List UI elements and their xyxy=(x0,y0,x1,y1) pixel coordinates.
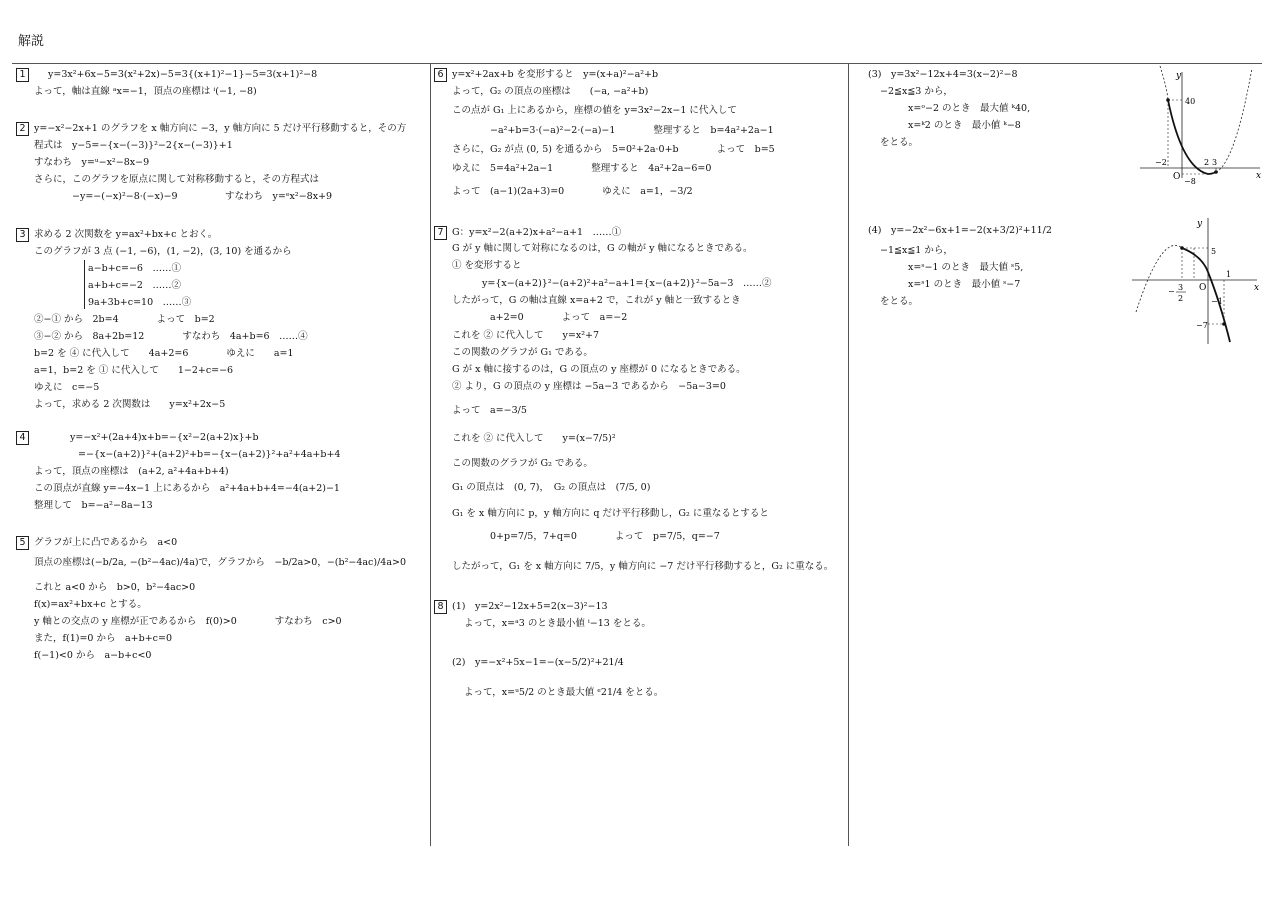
text-line: これを ② に代入して y=x²+7 xyxy=(452,330,600,341)
text-line: a=1，b=2 を ① に代入して 1−2+c=−6 xyxy=(34,365,234,376)
text-line: (3) y=3x²−12x+4=3(x−2)²−8 xyxy=(868,69,1018,80)
text-line: y=x²+2ax+b を変形すると y=(x+a)²−a²+b xyxy=(452,69,659,80)
tick-label: −7 xyxy=(1196,321,1208,330)
text-line: 求める 2 次関数を y=ax²+bx+c とおく。 xyxy=(34,229,218,240)
origin-label: O xyxy=(1199,283,1207,293)
equation: a+b+c=−2 ……② xyxy=(88,280,181,291)
tick-label: 3 xyxy=(1178,283,1184,292)
text-line: G₁ を x 軸方向に p，y 軸方向に q だけ平行移動し，G₂ に重なるとすると xyxy=(452,508,769,519)
parabola-graph-2 xyxy=(1132,212,1264,348)
text-line: y=3x²+6x−5=3(x²+2x)−5=3{(x+1)²−1}−5=3(x+1)²−8 xyxy=(48,69,318,80)
column-divider-1 xyxy=(430,64,431,846)
tick-label: −8 xyxy=(1184,177,1196,186)
text-line: (2) y=−x²+5x−1=−(x−5/2)²+21/4 xyxy=(452,657,624,668)
tick-label: 2 xyxy=(1178,294,1184,303)
text-line: よって，G₂ の頂点の座標は (−a, −a²+b) xyxy=(452,86,649,97)
text-line: ② より，G の頂点の y 座標は −5a−3 であるから −5a−3=0 xyxy=(452,381,726,392)
text-line: =−{x−(a+2)}²+(a+2)²+b=−{x−(a+2)}²+a²+4a+b+4 xyxy=(78,449,341,460)
tick-label: − xyxy=(1168,287,1175,296)
tick-label: 1 xyxy=(1226,270,1232,279)
text-line: さらに，このグラフを原点に関して対称移動すると，その方程式は xyxy=(34,174,320,185)
problem-number: 2 xyxy=(16,122,29,136)
problem-number: 3 xyxy=(16,228,29,242)
x-axis-label: x xyxy=(1254,283,1260,293)
text-line: よって，求める 2 次関数は y=x²+2x−5 xyxy=(34,399,226,410)
text-line: 頂点の座標は(−b/2a, −(b²−4ac)/4a)で，グラフから −b/2a>0，−(b²−4ac)/4a>0 xyxy=(34,557,406,568)
text-line: G が x 軸に接するのは，G の頂点の y 座標が 0 になるときである。 xyxy=(452,364,746,375)
text-line: この点が G₁ 上にあるから，座標の値を y=3x²−2x−1 に代入して xyxy=(452,105,737,116)
y-axis-label: y xyxy=(1197,219,1203,229)
tick-label: 3 xyxy=(1212,158,1218,167)
text-line: a+2=0 よって a=−2 xyxy=(490,312,628,323)
endpoint-marker xyxy=(1214,170,1218,174)
text-line: b=2 を ④ に代入して 4a+2=6 ゆえに a=1 xyxy=(34,348,294,359)
text-line: よって，頂点の座標は (a+2, a²+4a+b+4) xyxy=(34,466,229,477)
text-line: したがって，G の軸は直線 x=a+2 で，これが y 軸と一致するとき xyxy=(452,295,741,306)
tick-label: −2 xyxy=(1155,158,1167,167)
text-line: よって，x=ᵘ5/2 のとき最大値 ᵉ21/4 をとる。 xyxy=(464,687,664,698)
tick-label: −1 xyxy=(1211,297,1223,306)
text-line: これと a<0 から b>0，b²−4ac>0 xyxy=(34,582,196,593)
text-line: 整理して b=−a²−8a−13 xyxy=(34,500,153,511)
endpoint-marker xyxy=(1180,246,1184,250)
text-line: −1≦x≦1 から， xyxy=(880,245,953,256)
text-line: ゆえに 5=4a²+2a−1 整理すると 4a²+2a−6=0 xyxy=(452,163,712,174)
text-line: x=ˢ1 のとき 最小値 ˢ−7 xyxy=(908,279,1021,290)
problem-number: 4 xyxy=(16,431,29,445)
text-line: この関数のグラフが G₂ である。 xyxy=(452,458,593,469)
text-line: x=ᵏ2 のとき 最小値 ᵏ−8 xyxy=(908,120,1021,131)
problem-number: 7 xyxy=(434,226,447,240)
text-line: y={x−(a+2)}²−(a+2)²+a²−a+1={x−(a+2)}²−5a−3 ……② xyxy=(482,278,772,289)
equation: 9a+3b+c=10 ……③ xyxy=(88,297,192,308)
curve-dashed xyxy=(1136,245,1182,312)
text-line: f(x)=ax²+bx+c とする。 xyxy=(34,599,147,610)
text-line: グラフが上に凸であるから a<0 xyxy=(34,537,178,548)
text-line: y=−x²+(2a+4)x+b=−{x²−2(a+2)x}+b xyxy=(70,432,259,443)
tick-label: 5 xyxy=(1211,247,1217,256)
curve-dashed xyxy=(1216,68,1252,172)
text-line: ③−② から 8a+2b=12 すなわち 4a+b=6 ……④ xyxy=(34,331,308,342)
text-line: ②−① から 2b=4 よって b=2 xyxy=(34,314,215,325)
text-line: −a²+b=3·(−a)²−2·(−a)−1 整理すると b=4a²+2a−1 xyxy=(490,125,774,136)
endpoint-marker xyxy=(1222,322,1226,326)
text-line: ゆえに c=−5 xyxy=(34,382,100,393)
text-line: G が y 軸に関して対称になるのは，G の軸が y 軸になるときである。 xyxy=(452,243,753,254)
page-title: 解説 xyxy=(18,34,45,49)
text-line: この関数のグラフが G₁ である。 xyxy=(452,347,593,358)
text-line: 程式は y−5=−{x−(−3)}²−2{x−(−3)}+1 xyxy=(34,140,233,151)
problem-number: 5 xyxy=(16,536,29,550)
text-line: f(−1)<0 から a−b+c<0 xyxy=(34,650,152,661)
text-line: y 軸との交点の y 座標が正であるから f(0)>0 すなわち c>0 xyxy=(34,616,342,627)
text-line: x=ˢ−1 のとき 最大値 ˢ5, xyxy=(908,262,1024,273)
text-line: y=−x²−2x+1 のグラフを x 軸方向に −3，y 軸方向に 5 だけ平行移動すると，その方 xyxy=(34,123,407,134)
text-line: をとる。 xyxy=(880,137,919,148)
y-axis-label: y xyxy=(1176,71,1182,81)
text-line: 0+p=7/5，7+q=0 よって p=7/5，q=−7 xyxy=(490,531,720,542)
text-line: さらに，G₂ が点 (0, 5) を通るから 5=0²+2a·0+b よって b=5 xyxy=(452,144,775,155)
text-line: よって，x=ᵃ3 のとき最小値 ⁱ−13 をとる。 xyxy=(464,618,651,629)
text-line: このグラフが 3 点 (−1, −6)，(1, −2)，(3, 10) を通るから xyxy=(34,246,292,257)
problem-number: 1 xyxy=(16,68,29,82)
tick-label: 40 xyxy=(1185,97,1196,106)
top-divider xyxy=(12,63,1262,64)
text-line: すなわち y=ᵘ−x²−8x−9 xyxy=(34,157,150,168)
text-line: したがって，G₁ を x 軸方向に 7/5，y 軸方向に −7 だけ平行移動すると，G₂ に重なる。 xyxy=(452,561,834,572)
equation: a−b+c=−6 ……① xyxy=(88,263,181,274)
text-line: よって (a−1)(2a+3)=0 ゆえに a=1，−3/2 xyxy=(452,186,693,197)
text-line: をとる。 xyxy=(880,296,919,307)
text-line: (1) y=2x²−12x+5=2(x−3)²−13 xyxy=(452,601,608,612)
text-line: ① を変形すると xyxy=(452,260,522,271)
text-line: この頂点が直線 y=−4x−1 上にあるから a²+4a+b+4=−4(a+2)−1 xyxy=(34,483,340,494)
text-line: (4) y=−2x²−6x+1=−2(x+3/2)²+11/2 xyxy=(868,225,1052,236)
text-line: x=ᵒ−2 のとき 最大値 ᵏ40, xyxy=(908,103,1031,114)
column-divider-2 xyxy=(848,64,849,846)
problem-number: 6 xyxy=(434,68,447,82)
tick-label: 2 xyxy=(1204,158,1210,167)
endpoint-marker xyxy=(1166,98,1170,102)
parabola-graph-1 xyxy=(1140,68,1265,186)
text-line: また，f(1)=0 から a+b+c=0 xyxy=(34,633,172,644)
text-line: −2≦x≦3 から， xyxy=(880,86,953,97)
curve-dashed xyxy=(1160,66,1168,100)
text-line: G：y=x²−2(a+2)x+a²−a+1 ……① xyxy=(452,227,622,238)
problem-number: 8 xyxy=(434,600,447,614)
equation-system xyxy=(84,260,191,309)
origin-label: O xyxy=(1173,172,1181,182)
text-line: −y=−(−x)²−8·(−x)−9 すなわち y=ᵉx²−8x+9 xyxy=(72,191,333,202)
text-line: よって a=−3/5 xyxy=(452,405,527,416)
text-line: これを ② に代入して y=(x−7/5)² xyxy=(452,433,616,444)
text-line: G₁ の頂点は (0, 7)， G₂ の頂点は (7/5, 0) xyxy=(452,482,651,493)
text-line: よって，軸は直線 ᵃx=−1，頂点の座標は ⁱ(−1, −8) xyxy=(34,86,257,97)
x-axis-label: x xyxy=(1256,171,1262,181)
